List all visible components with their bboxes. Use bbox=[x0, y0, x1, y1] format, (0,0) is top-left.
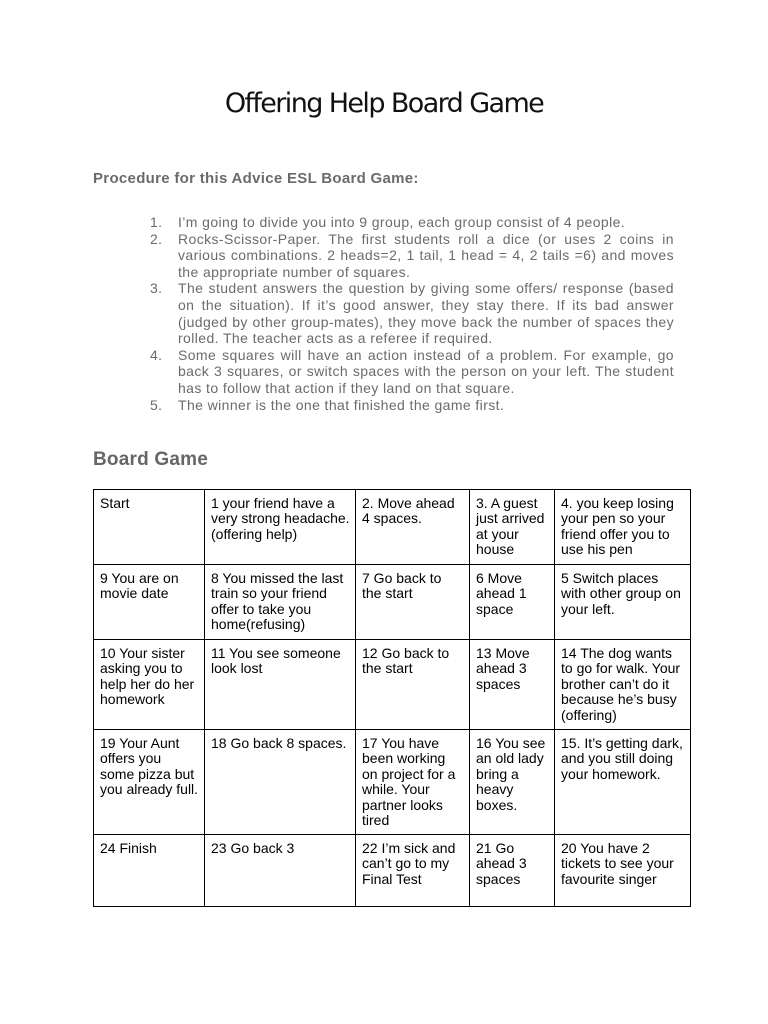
board-square: 3. A guest just arrived at your house bbox=[470, 490, 555, 565]
board-square: 7 Go back to the start bbox=[356, 565, 470, 640]
board-square: 11 You see someone look lost bbox=[205, 640, 356, 730]
step-text: Some squares will have an action instead of a problem. For example, go back 3 squares, or switch spaces with the person on your left. The student has to follow that action if they land on that square. bbox=[178, 346, 674, 396]
board-row bbox=[94, 835, 691, 907]
board-square: 13 Move ahead 3 spaces bbox=[470, 640, 555, 730]
board-square: 14 The dog wants to go for walk. Your brother can’t do it because he’s busy (offering) bbox=[555, 640, 691, 730]
page-title: Offering Help Board Game bbox=[224, 88, 544, 119]
step-item bbox=[150, 214, 674, 231]
step-text: The student answers the question by giving some offers/ response (based on the situation). If it’s good answer, they stay there. If its bad answer (judged by other group-mates), they move back the number of spaces they rolled. The teacher acts as a referee if required. bbox=[178, 280, 674, 347]
board-heading: Board Game bbox=[93, 449, 208, 470]
step-number: 5. bbox=[150, 396, 163, 413]
board-row bbox=[94, 490, 691, 565]
board-square: 1 your friend have a very strong headache. (offering help) bbox=[205, 490, 356, 565]
board-square: 10 Your sister asking you to help her do her homework bbox=[94, 640, 205, 730]
board-row bbox=[94, 730, 691, 835]
board-square: 24 Finish bbox=[94, 835, 205, 907]
board-square: 8 You missed the last train so your friend offer to take you home(refusing) bbox=[205, 565, 356, 640]
board-square: 5 Switch places with other group on your left. bbox=[555, 565, 691, 640]
step-text: The winner is the one that finished the game first. bbox=[178, 396, 505, 413]
board-square: 4. you keep losing your pen so your friend offer you to use his pen bbox=[555, 490, 691, 565]
board-row bbox=[94, 640, 691, 730]
procedure-heading: Procedure for this Advice ESL Board Game: bbox=[93, 170, 419, 187]
step-item bbox=[150, 347, 674, 397]
board-square: Start bbox=[94, 490, 205, 565]
board-square: 15. It’s getting dark, and you still doing your homework. bbox=[555, 730, 691, 835]
step-item bbox=[150, 280, 674, 346]
board-square: 9 You are on movie date bbox=[94, 565, 205, 640]
board-square: 6 Move ahead 1 space bbox=[470, 565, 555, 640]
board-square: 23 Go back 3 bbox=[205, 835, 356, 907]
step-number: 2. bbox=[150, 230, 163, 247]
step-item bbox=[150, 231, 674, 281]
board-square: 18 Go back 8 spaces. bbox=[205, 730, 356, 835]
board-square: 19 Your Aunt offers you some pizza but you already full. bbox=[94, 730, 205, 835]
step-number: 4. bbox=[150, 346, 163, 363]
board-row bbox=[94, 565, 691, 640]
step-number: 3. bbox=[150, 280, 163, 297]
procedure-steps bbox=[150, 214, 674, 413]
board-game-table bbox=[93, 489, 691, 907]
board-square: 17 You have been working on project for a while. Your partner looks tired bbox=[356, 730, 470, 835]
board-square: 2. Move ahead 4 spaces. bbox=[356, 490, 470, 565]
step-number: 1. bbox=[150, 214, 163, 230]
step-item bbox=[150, 397, 674, 414]
step-text: I’m going to divide you into 9 group, each group consist of 4 people. bbox=[178, 214, 626, 230]
board-square: 12 Go back to the start bbox=[356, 640, 470, 730]
board-square: 20 You have 2 tickets to see your favourite singer bbox=[555, 835, 691, 907]
step-text: Rocks-Scissor-Paper. The first students roll a dice (or uses 2 coins in various combinations. 2 heads=2, 1 tail, 1 head = 4, 2 tails =6) and moves the appropriate number of squares. bbox=[178, 230, 674, 280]
board-square: 16 You see an old lady bring a heavy boxes. bbox=[470, 730, 555, 835]
board-square: 22 I’m sick and can’t go to my Final Test bbox=[356, 835, 470, 907]
board-square: 21 Go ahead 3 spaces bbox=[470, 835, 555, 907]
